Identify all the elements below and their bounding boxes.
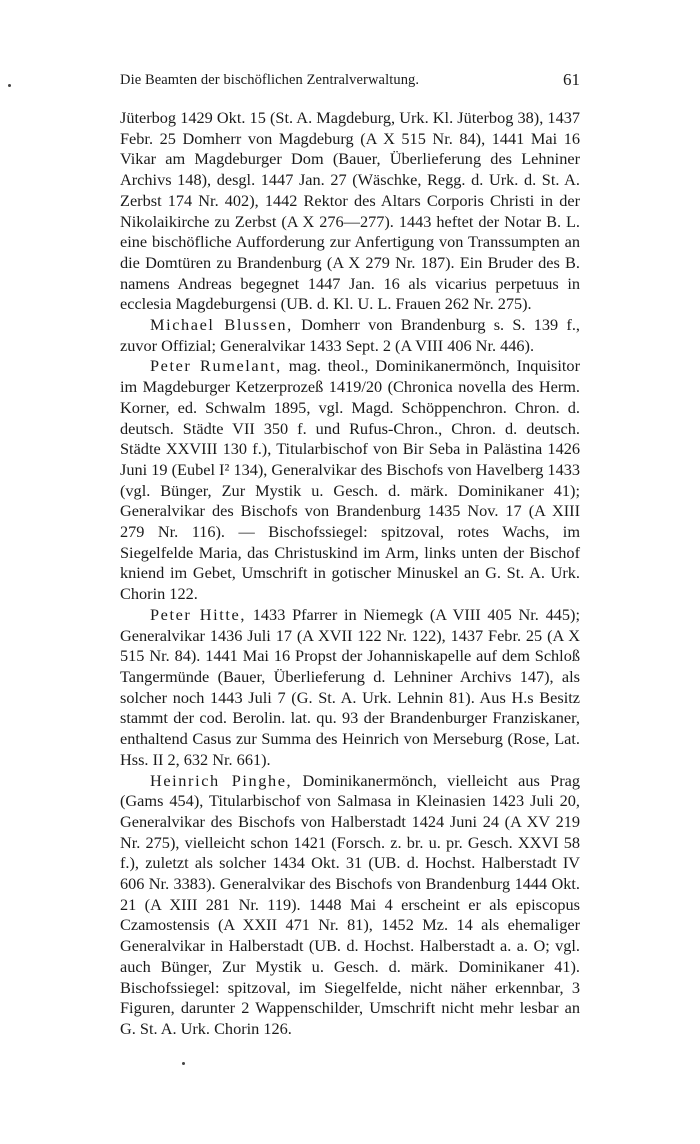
entry-michael-blussen [120,315,580,356]
body-text [120,108,580,1040]
entry-name: Peter Rumelant, [150,356,282,376]
running-header: Die Beamten der bischöflichen Zentralverwaltung. [120,72,420,88]
entry-heinrich-pinghe [120,771,580,1040]
page-number: 61 [563,70,580,89]
scan-speck [8,84,11,87]
entry-name: Heinrich Pinghe, [150,770,293,790]
entry-name: Michael Blussen, [150,315,293,335]
entry-text: Dominikanermönch, vielleicht aus Prag (Gams 454), Titularbischof von Salmasa in Kleinasien 1423 Juli 20, Generalvikar des Bischofs von Halberstadt 1424 Juni 24 (A XV 219 Nr. 275), vielleicht schon 1421 (Forsch. z. br. u. pr. Gesch. XXVI 58 f.), zuletzt als solcher 1434 Okt. 31 (UB. d. Hochst. Halberstadt IV 606 Nr. 3383). Generalvikar des Bischofs von Brandenburg 1444 Okt. 21 (A XIII 281 Nr. 119). 1448 Mai 4 erscheint er als episcopus Czamostensis (A XXII 471 Nr. 81), 1452 Mz. 14 als ehemaliger Generalvikar in Halberstadt (UB. d. Hochst. Halberstadt a. a. O; vgl. auch Bünger, Zur Mystik u. Gesch. d. märk. Dominikaner 41). Bischofssiegel: spitzoval, im Siegelfelde, nicht näher erkennbar, 3 Figuren, darunter 2 Wappenschilder, Umschrift nicht mehr lesbar an G. St. A. Urk. Chorin 126. [120,770,580,1038]
scan-speck [182,1062,185,1065]
entry-text: mag. theol., Dominikanermönch, Inquisitor im Magdeburger Ketzerprozeß 1419/20 (Chronica novella des Herm. Korner, ed. Schwalm 1895, vgl. Magd. Schöppenchron. Chron. d. deutsch. Städte VII 350 f. und Rufus-Chron., Chron. d. deutsch. Städte XXVIII 130 f.), Titularbischof von Bir Seba in Palästina 1426 Juni 19 (Eubel I² 134), Generalvikar des Bischofs von Havelberg 1433 (vgl. Bünger, Zur Mystik u. Gesch. d. märk. Dominikaner 41); Generalvikar des Bischofs von Brandenburg 1435 Nov. 17 (A XIII 279 Nr. 116). — Bischofssiegel: spitzoval, rotes Wachs, im Siegelfelde Maria, das Christuskind im Arm, links unten der Bischof kniend im Gebet, Umschrift in gotischer Minuskel an G. St. A. Urk. Chorin 122. [120,356,580,604]
entry-name: Peter Hitte, [150,604,247,624]
paragraph-continuation [120,108,580,315]
entry-text: 1433 Pfarrer in Niemegk (A VIII 405 Nr. 445); Generalvikar 1436 Juli 17 (A XVII 122 Nr. 122), 1437 Febr. 25 (A X 515 Nr. 84). 1441 Mai 16 Propst der Johanniskapelle auf dem Schloß Tangermünde (Bauer, Überlieferung d. Lehniner Archivs 147), als solcher noch 1443 Juli 7 (G. St. A. Urk. Lehnin 81). Aus H.s Besitz stammt der cod. Berolin. lat. qu. 93 der Brandenburger Franziskaner, enthaltend Casus zur Summa des Heinrich von Merseburg (Rose, Lat. Hss. II 2, 632 Nr. 661). [120,604,580,769]
entry-text: Domherr von Brandenburg s. S. 139 f., zuvor Offizial; Generalvikar 1433 Sept. 2 (A VIII 406 Nr. 446). [120,315,580,355]
paragraph-text: Jüterbog 1429 Okt. 15 (St. A. Magdeburg, Urk. Kl. Jüterbog 38), 1437 Febr. 25 Domherr von Magdeburg (A X 515 Nr. 84), 1441 Mai 16 Vikar am Magdeburger Dom (Bauer, Überlieferung des Lehniner Archivs 148), desgl. 1447 Jan. 27 (Wäschke, Regg. d. Urk. d. St. A. Zerbst 174 Nr. 402), 1442 Rektor des Altars Corporis Christi in der Nikolaikirche zu Zerbst (A X 276—277). 1443 heftet der Notar B. L. eine bischöfliche Aufforderung zur Anfertigung von Transsumpten an die Domtüren zu Brandenburg (A X 279 Nr. 187). Ein Bruder des B. namens Andreas begegnet 1447 Jan. 16 als vicarius perpetuus in ecclesia Magdeburgensi (UB. d. Kl. U. L. Frauen 262 Nr. 275). [120,108,580,314]
entry-peter-hitte [120,605,580,771]
entry-peter-rumelant [120,356,580,604]
